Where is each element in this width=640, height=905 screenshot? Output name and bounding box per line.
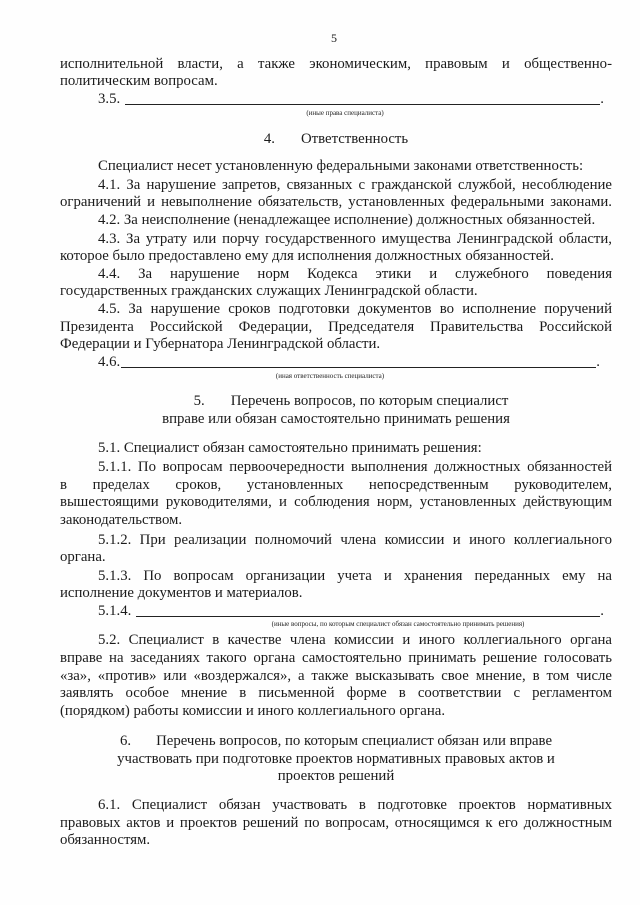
section-6-title-line: проектов решений <box>277 768 395 784</box>
item-5-2-line: (порядком) работы комиссии и иного коллегиального органа. <box>60 703 446 719</box>
item-4-4-line: государственных гражданских служащих Ленинградской области. <box>60 283 478 299</box>
section-5-heading <box>60 392 612 410</box>
item-5-1-4-label: 5.1.4. <box>98 603 132 619</box>
item-3-5-caption: (иные права специалиста) <box>306 109 384 117</box>
item-5-2-line: вправе на заседаниях такого органа самостоятельно принимать решение голосовать <box>60 650 612 666</box>
page-number: 5 <box>331 31 337 45</box>
item-5-2-line: 5.2. Специалист в качестве члена комиссии и иного коллегиального органа <box>98 632 612 648</box>
item-4-1-line: 4.1. За нарушение запретов, связанных с гражданской службой, несоблюдение <box>98 177 612 193</box>
item-5-1-4-end: . <box>600 603 604 619</box>
item-6-1-line: правовых актов и проектов решений по вопросам, относящимся к его должностным <box>60 815 612 831</box>
item-4-6-label: 4.6. <box>98 354 121 370</box>
item-4-3-line: которое было предоставлено ему для исполнения должностных обязанностей. <box>60 248 554 264</box>
item-5-1-4-caption: (иные вопросы, по которым специалист обязан самостоятельно принимать решения) <box>271 620 525 628</box>
section-5-title-line: Перечень вопросов, по которым специалист <box>230 393 509 409</box>
item-4-6-caption: (иная ответственность специалиста) <box>275 372 385 380</box>
section-4-heading <box>60 130 612 148</box>
fill-in-underline <box>121 353 596 368</box>
section-4-number: 4. <box>263 131 275 147</box>
section-6-title-line: Перечень вопросов, по которым специалист обязан или вправе <box>156 733 553 749</box>
section-5-number: 5. <box>193 393 205 409</box>
item-5-1-line: 5.1. Специалист обязан самостоятельно принимать решения: <box>98 440 482 456</box>
item-4-1-line: ограничений и невыполнение обязательств, установленных федеральными законами. <box>60 194 612 210</box>
item-5-1-2-line: органа. <box>60 549 106 565</box>
continuation-line: политическим вопросам. <box>60 73 218 89</box>
item-5-1-1-line: 5.1.1. По вопросам первоочередности выполнения должностных обязанностей <box>98 459 612 475</box>
item-5-1-1-line: законодательством. <box>60 512 183 528</box>
item-3-5-end: . <box>600 91 604 107</box>
fill-in-underline <box>125 90 600 105</box>
item-5-1-3-line: 5.1.3. По вопросам организации учета и хранения переданных ему на <box>98 568 612 584</box>
item-4-3-line: 4.3. За утрату или порчу государственного имущества Ленинградской области, <box>98 231 612 247</box>
item-4-5-line: Президента Российской Федерации, Председателя Правительства Российской <box>60 319 612 335</box>
item-6-1-line: обязанностям. <box>60 832 151 848</box>
item-4-4-line: 4.4. За нарушение норм Кодекса этики и служебного поведения <box>98 266 612 282</box>
item-5-2-line: заявлять особое мнение в письменной форме в соответствии с регламентом <box>60 685 612 701</box>
section-5-title-line: вправе или обязан самостоятельно принимать решения <box>162 411 510 427</box>
item-5-1-4-blank-line <box>98 602 604 620</box>
item-4-5-line: 4.5. За нарушение сроков подготовки документов во исполнение поручений <box>98 301 612 317</box>
item-4-6-end: . <box>596 354 600 370</box>
section-6-title-line: участвовать при подготовке проектов нормативных правовых актов и <box>117 751 555 767</box>
item-4-6-blank-line <box>98 353 600 371</box>
section-6-heading <box>60 732 612 750</box>
continuation-line: исполнительной власти, а также экономическим, правовым и общественно- <box>60 56 612 72</box>
item-5-2-line: «за», «против» или «воздержался», а также высказывать свое мнение, в том числе <box>60 668 612 684</box>
item-5-1-1-line: в пределах сроков, установленных непосредственным руководителем, <box>60 477 612 493</box>
section-4-title: Ответственность <box>300 131 409 147</box>
item-3-5-blank-line <box>98 90 604 108</box>
item-5-1-2-line: 5.1.2. При реализации полномочий члена комиссии и иного коллегиального <box>98 532 612 548</box>
section-4-intro: Специалист несет установленную федеральными законами ответственность: <box>98 158 584 174</box>
item-3-5-label: 3.5. <box>98 91 121 107</box>
fill-in-underline <box>136 602 600 617</box>
item-5-1-3-line: исполнение документов и материалов. <box>60 585 303 601</box>
section-6-number: 6. <box>119 733 132 749</box>
item-4-2-line: 4.2. За неисполнение (ненадлежащее исполнение) должностных обязанностей. <box>98 212 596 228</box>
item-5-1-1-line: вышестоящими руководителями, и соблюдения норм, установленных действующим <box>60 494 612 510</box>
item-6-1-line: 6.1. Специалист обязан участвовать в подготовке проектов нормативных <box>98 797 612 813</box>
item-4-5-line: Федерации и Губернатора Ленинградской области. <box>60 336 381 352</box>
